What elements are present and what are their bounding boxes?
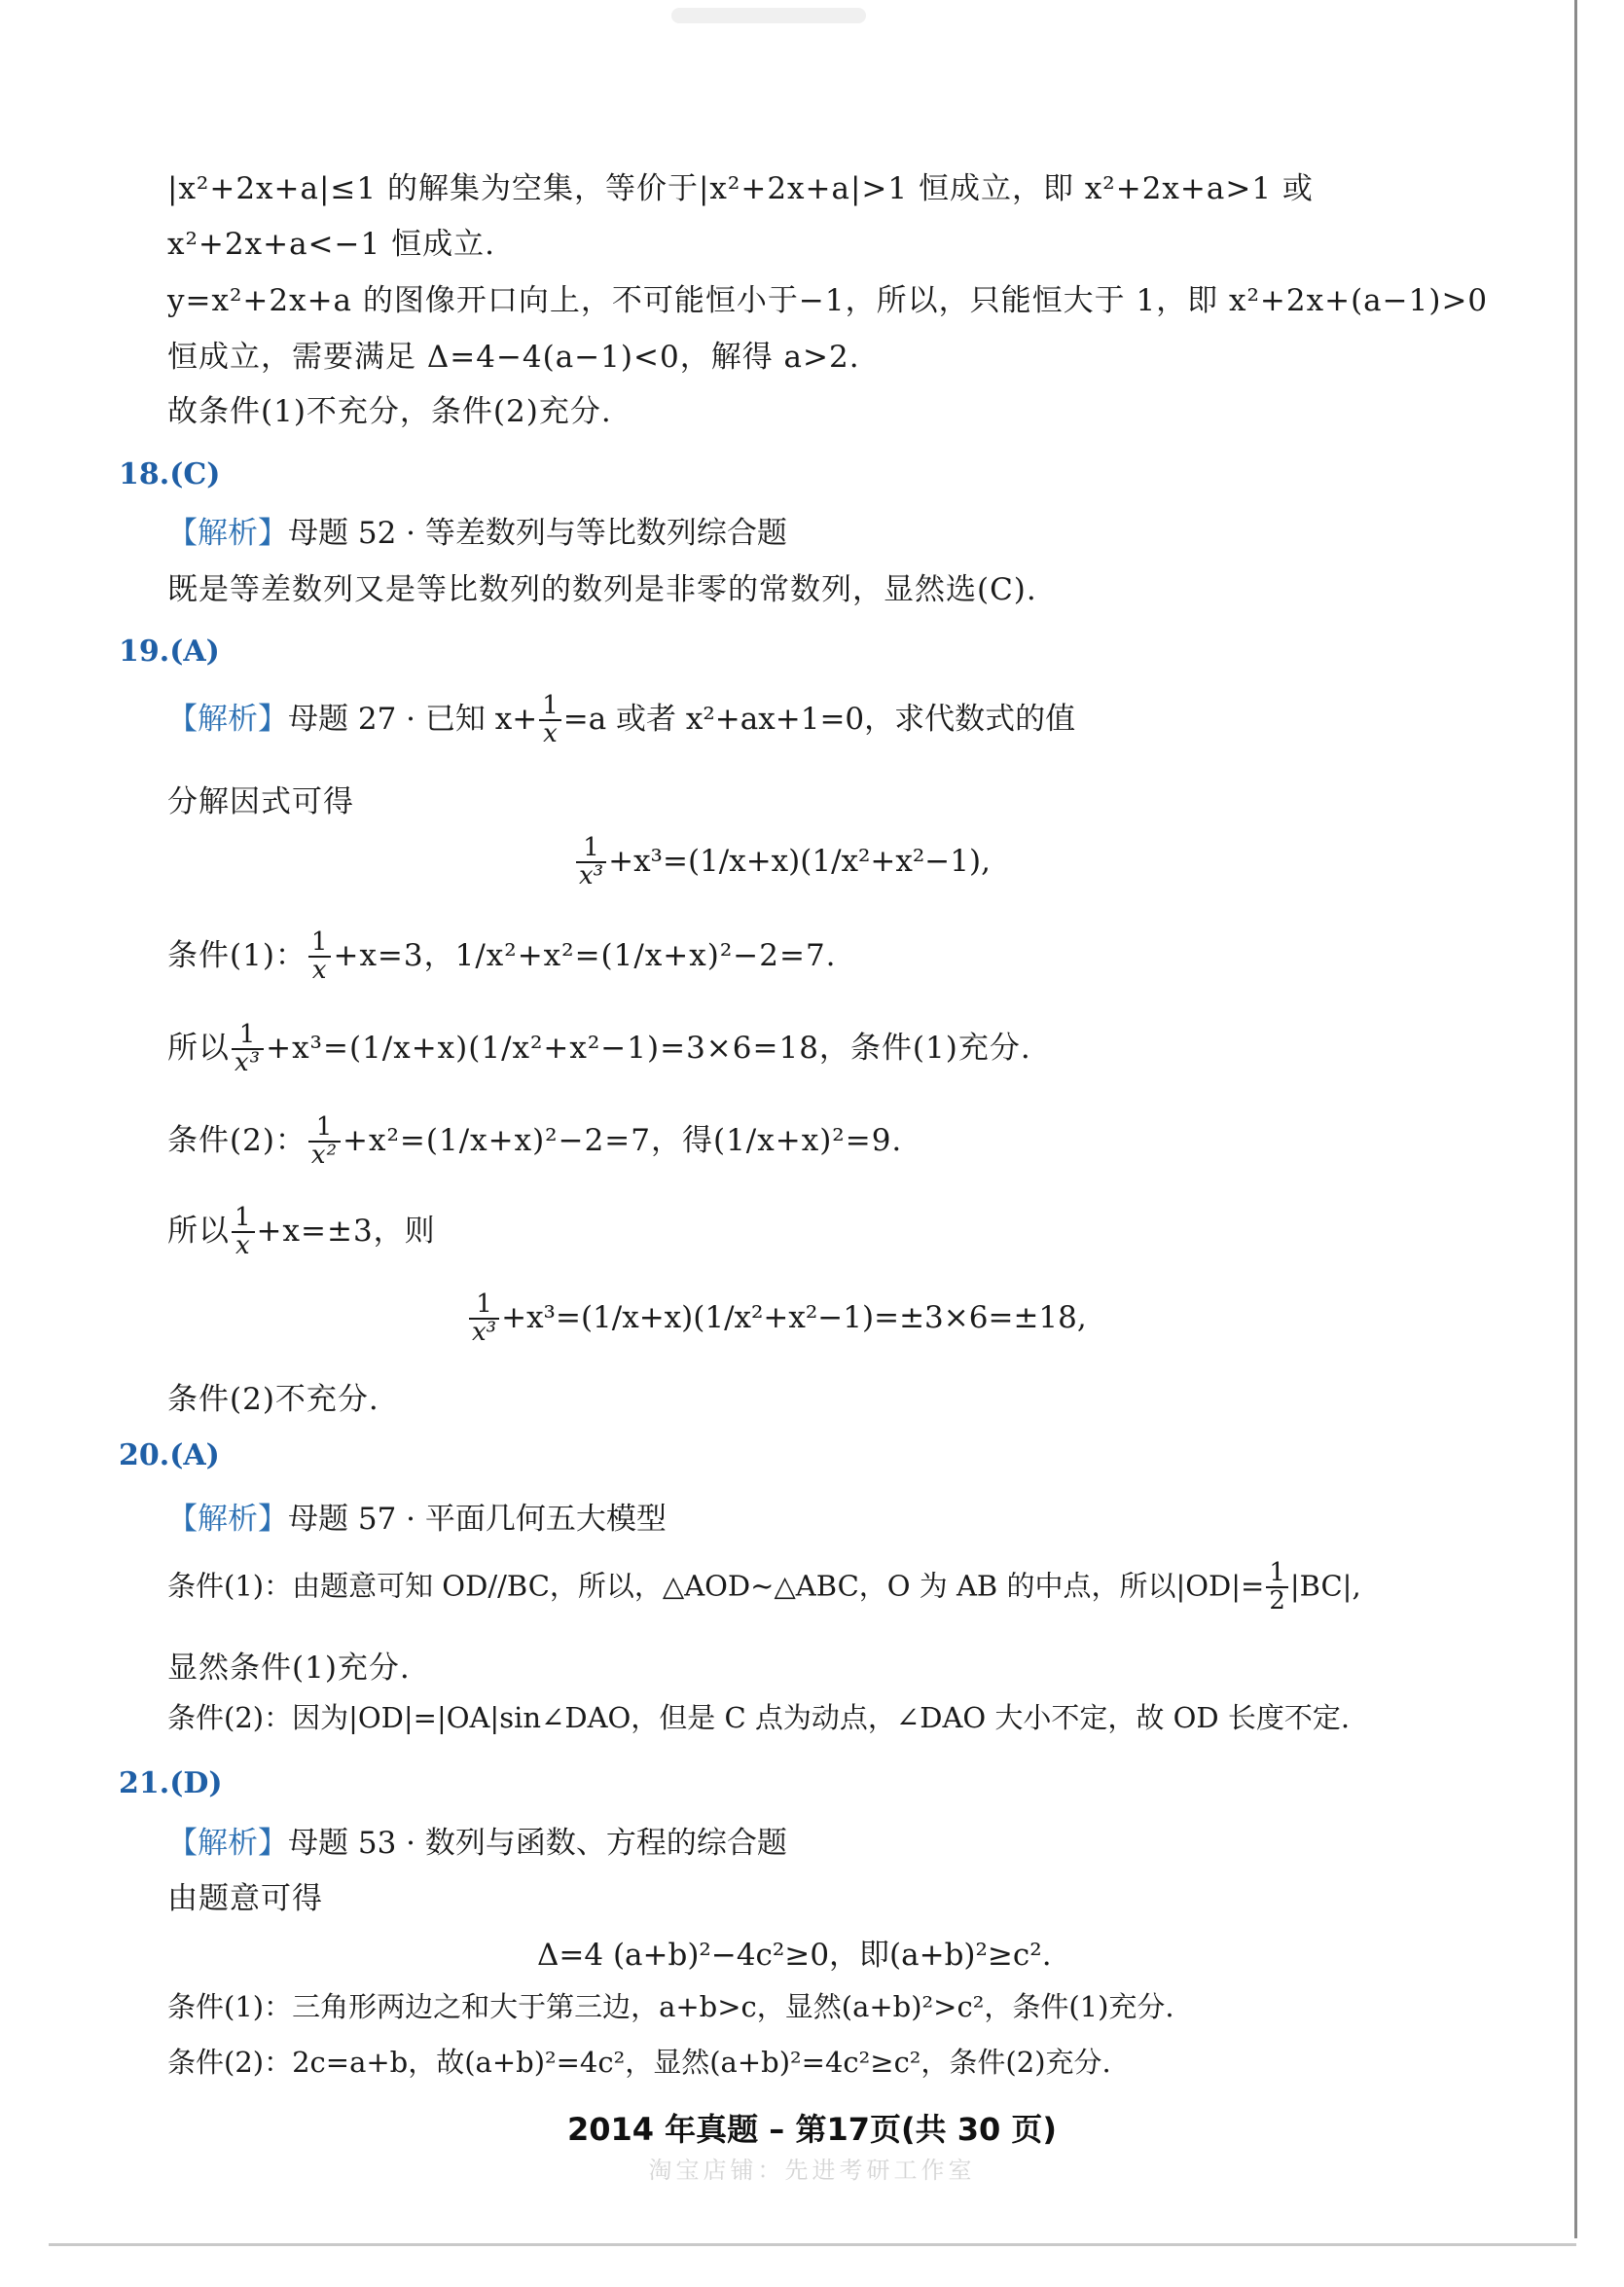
analysis-line xyxy=(167,693,1075,748)
text-line: 条件(2)： $\frac{1}{\text{x²}}$ +x²=(1/x+x)²−2=7，得(1/x+x)²=9. xyxy=(167,1112,903,1171)
equation: Δ=4 (a+b)²−4c²≥0，即(a+b)²≥c². xyxy=(537,1938,1052,1973)
equation: $\frac{1}{\text{x³}}$ +x³=(1/x+x)(1/x²+x²−1)=±3×6=±18, xyxy=(467,1291,1087,1347)
text-line: 条件(1)：三角形两边之和大于第三边，a+b>c，显然(a+b)²>c²，条件(1)充分. xyxy=(167,1990,1174,2023)
analysis-tag: 【解析】 xyxy=(167,701,288,737)
topic-text: 母题 52 · 等差数列与等比数列综合题 xyxy=(288,516,787,551)
text-line: 条件(1)：由题意可知 OD//BC，所以，△AOD∼△ABC，O 为 AB 的中点，所以|OD|= $\frac{1}{2}$ |BC|, xyxy=(167,1558,1361,1616)
text-line: 条件(2)不充分. xyxy=(167,1382,379,1417)
analysis-line xyxy=(167,1494,667,1538)
analysis-tag: 【解析】 xyxy=(167,1502,288,1537)
watermark: 淘宝店铺：先进考研工作室 xyxy=(648,2157,976,2184)
text-line: |x²+2x+a|≤1 的解集为空集，等价于|x²+2x+a|>1 恒成立，即 x²+2x+a>1 或 xyxy=(167,171,1314,206)
scan-edge-bottom xyxy=(49,2243,1576,2246)
question-number: 21.(D) xyxy=(119,1766,223,1800)
text-line: 恒成立，需要满足 Δ=4−4(a−1)<0，解得 a>2. xyxy=(167,340,860,375)
scan-smudge xyxy=(671,8,866,23)
text-line: x²+2x+a<−1 恒成立. xyxy=(167,227,495,262)
analysis-line xyxy=(167,1818,787,1862)
text-line: 分解因式可得 xyxy=(167,784,354,819)
text-line: 所以 $\frac{1}{x}$ +x=±3，则 xyxy=(167,1203,436,1261)
text-line: 条件(2)：2c=a+b，故(a+b)²=4c²，显然(a+b)²=4c²≥c²，条件(2)充分. xyxy=(167,2046,1111,2079)
equation: $\frac{1}{\text{x³}}$ +x³=(1/x+x)(1/x²+x²−1), xyxy=(574,835,991,890)
question-number: 20.(A) xyxy=(119,1438,220,1472)
analysis-tag: 【解析】 xyxy=(167,516,288,551)
text-line: 显然条件(1)充分. xyxy=(167,1651,411,1686)
topic-text: =a 或者 x²+ax+1=0，求代数式的值 xyxy=(562,701,1076,737)
text-line: 既是等差数列又是等比数列的数列是非零的常数列，显然选(C). xyxy=(167,572,1037,607)
analysis-tag: 【解析】 xyxy=(167,1826,288,1861)
question-number: 18.(C) xyxy=(119,457,221,491)
topic-text: 母题 57 · 平面几何五大模型 xyxy=(288,1502,667,1537)
text-line: 由题意可得 xyxy=(167,1881,323,1916)
analysis-line xyxy=(167,508,787,552)
text-line: 故条件(1)不充分，条件(2)充分. xyxy=(167,394,612,429)
text-line: 条件(2)：因为|OD|=|OA|sin∠DAO，但是 C 点为动点，∠DAO 大小不定，故 OD 长度不定. xyxy=(167,1701,1351,1734)
text-line: 所以 $\frac{1}{\text{x³}}$ +x³=(1/x+x)(1/x²+x²−1)=3×6=18，条件(1)充分. xyxy=(167,1020,1031,1078)
question-number: 19.(A) xyxy=(119,635,220,669)
text-line: 条件(1)： $\frac{1}{x}$ +x=3，1/x²+x²=(1/x+x)²−2=7. xyxy=(167,927,837,986)
topic-text: 母题 27 · 已知 x+ xyxy=(288,701,538,737)
topic-text: 母题 53 · 数列与函数、方程的综合题 xyxy=(288,1826,787,1861)
fraction: $\frac{1}{x}$ xyxy=(539,693,561,748)
text-line: y=x²+2x+a 的图像开口向上，不可能恒小于−1，所以，只能恒大于 1，即 x²+2x+(a−1)>0 xyxy=(167,283,1489,318)
scan-edge-right xyxy=(1574,0,1577,2238)
page-footer: 2014 年真题 – 第17页(共 30 页) xyxy=(566,2111,1058,2148)
